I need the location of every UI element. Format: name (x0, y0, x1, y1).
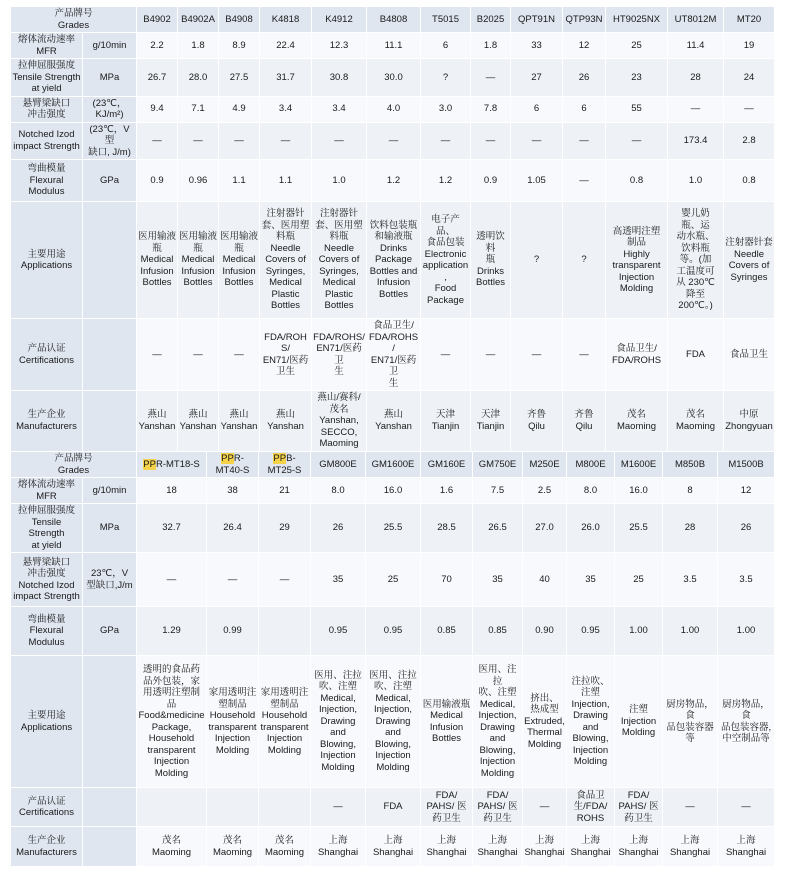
grade-name-text: M250E (529, 458, 560, 470)
property-value: 上海 Shanghai (421, 827, 473, 867)
property-value: 11.4 (668, 33, 724, 59)
property-value: 0.96 (178, 160, 219, 202)
property-value: — (471, 319, 511, 391)
property-value: 医用输液 瓶 Medical Infusion Bottles (178, 202, 219, 319)
property-label: 拉伸屈服强度 Tensile Strength at yield (11, 504, 83, 553)
property-value: 27.0 (523, 504, 567, 553)
property-row (11, 391, 775, 452)
property-value: ? (421, 59, 471, 97)
property-value: 食品卫 生/FDA/ ROHS (567, 788, 615, 827)
grade-name (663, 452, 718, 478)
property-value: — (137, 319, 178, 391)
grade-name-text: GM800E (319, 458, 357, 470)
header-row (11, 452, 775, 478)
property-value: 茂名 Maoming (606, 391, 668, 452)
grades-header-label: 产品牌号 Grades (11, 452, 137, 478)
property-label: 熔体流动速率 MFR (11, 33, 83, 59)
grade-name: B4808 (367, 7, 421, 33)
property-value: 12 (718, 478, 775, 504)
property-value: 上海 Shanghai (523, 827, 567, 867)
grade-name-text: GM1600E (371, 458, 415, 470)
grade-name: B4902 (137, 7, 178, 33)
property-value: 高透明注塑 制品 Highly transparent Injection Molding (606, 202, 668, 319)
property-value: 4.9 (219, 96, 260, 122)
property-unit: MPa (83, 504, 137, 553)
property-value: 18 (137, 478, 207, 504)
property-unit (83, 391, 137, 452)
property-row (11, 160, 775, 202)
property-value: 上海 Shanghai (718, 827, 775, 867)
property-row (11, 96, 775, 122)
property-value: 透明的食品药 品外包装，家 用透明注塑制 品 Food&medicine Package, Household transparent Injection Molding (137, 656, 207, 788)
property-value: 上海 Shanghai (311, 827, 366, 867)
grade-name (366, 452, 421, 478)
property-value: — (178, 319, 219, 391)
grade-name: K4818 (260, 7, 312, 33)
property-value: 1.00 (615, 607, 663, 656)
property-value: 1.8 (178, 33, 219, 59)
property-value: 33 (511, 33, 563, 59)
property-value: 12 (563, 33, 606, 59)
property-value: 3.5 (663, 553, 718, 607)
grade-name (421, 452, 473, 478)
grade-name (207, 452, 259, 478)
property-value (137, 788, 207, 827)
property-value: 7.1 (178, 96, 219, 122)
property-row (11, 504, 775, 553)
grade-name-text: R- MT40-S (215, 453, 250, 476)
property-label: 生产企业 Manufacturers (11, 391, 83, 452)
property-value: 25 (615, 553, 663, 607)
property-value: 7.5 (473, 478, 523, 504)
property-value: — (471, 59, 511, 97)
property-value: 28 (663, 504, 718, 553)
property-value: 2.5 (523, 478, 567, 504)
property-value: 3.4 (312, 96, 367, 122)
grade-name: B2025 (471, 7, 511, 33)
property-value: 茂名 Maoming (137, 827, 207, 867)
property-value: 1.0 (312, 160, 367, 202)
property-value: 齐鲁 Qilu (511, 391, 563, 452)
property-value: 透明饮料 瓶 Drinks Bottles (471, 202, 511, 319)
property-value: 1.2 (421, 160, 471, 202)
property-value: 27.5 (219, 59, 260, 97)
property-value: — (137, 553, 207, 607)
property-value: 4.0 (367, 96, 421, 122)
property-value: 食品卫生/ FDA/ROHS (606, 319, 668, 391)
property-value: 0.8 (724, 160, 775, 202)
property-value: — (471, 122, 511, 160)
property-value: 23 (606, 59, 668, 97)
grade-name: HT9025NX (606, 7, 668, 33)
property-value: 26.5 (473, 504, 523, 553)
property-unit (83, 827, 137, 867)
property-value: 8.0 (567, 478, 615, 504)
property-value: FDA/ROHS/ EN71/医药 卫生 (260, 319, 312, 391)
property-value: 11.1 (367, 33, 421, 59)
grade-name: UT8012M (668, 7, 724, 33)
property-value: 挤出、 热成型 Extruded, Thermal Molding (523, 656, 567, 788)
property-value: 26 (311, 504, 366, 553)
property-value: 1.00 (663, 607, 718, 656)
property-value: 婴儿奶 瓶、运 动水瓶、 饮料瓶 等。(加 工温度可 从 230℃ 降至 200℃。) (668, 202, 724, 319)
property-value: — (511, 319, 563, 391)
property-value: 燕山 Yanshan (367, 391, 421, 452)
property-label: 产品认证 Certifications (11, 319, 83, 391)
property-value: — (663, 788, 718, 827)
property-value: 0.85 (421, 607, 473, 656)
property-value: 电子产品、 食品包装 Electronic application, Food Package (421, 202, 471, 319)
property-value: 26.7 (137, 59, 178, 97)
property-value: ? (511, 202, 563, 319)
property-label: 产品认证 Certifications (11, 788, 83, 827)
property-value: 家用透明注 塑制品 Household transparent Injection Molding (207, 656, 259, 788)
property-value: 注塑 Injection Molding (615, 656, 663, 788)
property-label: 拉伸屈服强度 Tensile Strength at yield (12, 60, 81, 94)
highlighted-text: PP (221, 453, 234, 464)
property-value: 28.5 (421, 504, 473, 553)
property-value (259, 788, 311, 827)
property-value: 1.29 (137, 607, 207, 656)
property-value: — (668, 96, 724, 122)
property-unit (83, 319, 137, 391)
property-value: 25 (366, 553, 421, 607)
property-row (11, 319, 775, 391)
property-value: — (178, 122, 219, 160)
property-value: — (523, 788, 567, 827)
grade-name: QPT91N (511, 7, 563, 33)
property-label: 悬臂梁缺口 冲击强度 (11, 96, 83, 122)
property-value: 医用输液 瓶 Medical Infusion Bottles (219, 202, 260, 319)
property-row (11, 59, 775, 97)
property-row (11, 788, 775, 827)
grade-name (259, 452, 311, 478)
grade-name: K4912 (312, 7, 367, 33)
property-value: 7.8 (471, 96, 511, 122)
property-value: 26 (718, 504, 775, 553)
property-value: 燕山 Yanshan (137, 391, 178, 452)
property-value: — (718, 788, 775, 827)
property-value: 38 (207, 478, 259, 504)
property-value: 25 (606, 33, 668, 59)
property-value: 6 (511, 96, 563, 122)
property-value: 1.1 (219, 160, 260, 202)
property-value: FDA/ PAHS/ 医 药卫生 (421, 788, 473, 827)
property-value: 8 (663, 478, 718, 504)
property-unit: (23℃，V 型 缺口, J/m) (83, 122, 137, 160)
property-value: FDA/ROHS/ EN71/医药卫 生 (312, 319, 367, 391)
property-value: FDA/ PAHS/ 医 药卫生 (473, 788, 523, 827)
property-value: 0.8 (606, 160, 668, 202)
property-value: 厨房物品，食 品包装容器 等 (663, 656, 718, 788)
property-value: 齐鲁 Qilu (563, 391, 606, 452)
property-value: ? (563, 202, 606, 319)
property-value: 3.0 (421, 96, 471, 122)
property-value: — (259, 553, 311, 607)
property-value: — (606, 122, 668, 160)
property-value: 16.0 (366, 478, 421, 504)
grade-name: B4908 (219, 7, 260, 33)
property-value: 32.7 (137, 504, 207, 553)
property-value: 1.8 (471, 33, 511, 59)
property-value: 注射器针 套、医用塑 料瓶 Needle Covers of Syringes, Medical Plastic Bottles (312, 202, 367, 319)
grade-name (473, 452, 523, 478)
grade-name: MT20 (724, 7, 775, 33)
property-value: 0.95 (366, 607, 421, 656)
property-value: 40 (523, 553, 567, 607)
property-value: 上海 Shanghai (567, 827, 615, 867)
property-value: 30.8 (312, 59, 367, 97)
grade-name-text: GM750E (478, 458, 517, 470)
property-value: 1.05 (511, 160, 563, 202)
property-value: 8.9 (219, 33, 260, 59)
property-value: 173.4 (668, 122, 724, 160)
property-row (11, 478, 775, 504)
property-label: 弯曲模量 Flexural Modulus (11, 607, 83, 656)
property-value: 中原 Zhongyuan (724, 391, 775, 452)
property-value: 燕山/赛科/ 茂名 Yanshan, SECCO, Maoming (312, 391, 367, 452)
property-value: 21 (259, 478, 311, 504)
spec-table-2 (10, 451, 775, 867)
property-unit: g/10min (83, 478, 137, 504)
property-value: 29 (259, 504, 311, 553)
property-value: 12.3 (312, 33, 367, 59)
grade-name (137, 452, 207, 478)
property-value: 28.0 (178, 59, 219, 97)
grades-header-label: 产品牌号 Grades (11, 7, 137, 33)
property-value: 26 (563, 59, 606, 97)
property-value: 2.2 (137, 33, 178, 59)
property-value: 3.4 (260, 96, 312, 122)
property-label: 主要用途 Applications (11, 202, 83, 319)
grade-name-text: M800E (575, 458, 606, 470)
property-unit: g/10min (83, 33, 137, 59)
property-value: 医用、注拉 吹、注塑 Medical, Injection, Drawing and Blowing, Injection Molding (473, 656, 523, 788)
property-value: 天津 Tianjin (471, 391, 511, 452)
grade-name (311, 452, 366, 478)
property-value: — (421, 319, 471, 391)
property-value: — (219, 319, 260, 391)
highlighted-text: PP (143, 458, 156, 470)
property-value: 30.0 (367, 59, 421, 97)
property-value: 1.00 (718, 607, 775, 656)
property-value: 注射器针套 Needle Covers of Syringes (724, 202, 775, 319)
property-value: 注射器针 套、医用塑 料瓶 Needle Covers of Syringes, Medical Plastic Bottles (260, 202, 312, 319)
property-value: 医用输液瓶 Medical Infusion Bottles (421, 656, 473, 788)
property-value: 35 (567, 553, 615, 607)
property-label: 熔体流动速率 MFR (11, 478, 83, 504)
property-value: — (421, 122, 471, 160)
property-value: 25.5 (366, 504, 421, 553)
property-value: — (563, 122, 606, 160)
property-value: FDA (366, 788, 421, 827)
property-value: 28 (668, 59, 724, 97)
property-value: 医用输液 瓶 Medical Infusion Bottles (137, 202, 178, 319)
property-value: 医用、注拉 吹、注塑 Medical, Injection, Drawing and Blowing, Injection Molding (366, 656, 421, 788)
property-value: 0.95 (311, 607, 366, 656)
property-value (207, 788, 259, 827)
property-value: 上海 Shanghai (615, 827, 663, 867)
property-value: 27 (511, 59, 563, 97)
property-value: 上海 Shanghai (663, 827, 718, 867)
property-value: 燕山 Yanshan (219, 391, 260, 452)
property-unit (83, 202, 137, 319)
property-value: 医用、注拉 吹、注塑 Medical, Injection, Drawing and Blowing, Injection Molding (311, 656, 366, 788)
property-value: 19 (724, 33, 775, 59)
property-unit: MPa (83, 59, 137, 97)
header-row (11, 7, 775, 33)
property-value: 家用透明注 塑制品 Household transparent Injection Molding (259, 656, 311, 788)
property-row (11, 553, 775, 607)
property-value: — (219, 122, 260, 160)
property-value: — (207, 553, 259, 607)
property-value: — (311, 788, 366, 827)
property-value: 天津 Tianjin (421, 391, 471, 452)
property-value: 燕山 Yanshan (260, 391, 312, 452)
property-value: 3.5 (718, 553, 775, 607)
property-value: 24 (724, 59, 775, 97)
grade-name: T5015 (421, 7, 471, 33)
grade-name: QTP93N (563, 7, 606, 33)
property-label: 主要用途 Applications (11, 656, 83, 788)
property-value: 0.90 (523, 607, 567, 656)
property-value: 上海 Shanghai (473, 827, 523, 867)
property-row (11, 656, 775, 788)
property-value: 燕山 Yanshan (178, 391, 219, 452)
property-label: 弯曲模量 Flexural Modulus (11, 160, 83, 202)
property-unit: GPa (83, 160, 137, 202)
property-value: — (137, 122, 178, 160)
property-value: 6 (563, 96, 606, 122)
grade-name-text: M1500B (728, 458, 764, 470)
property-value: 35 (311, 553, 366, 607)
grade-name: B4902A (178, 7, 219, 33)
grade-name (718, 452, 775, 478)
property-value: 食品卫生/ FDA/ROHS/ EN71/医药卫 生 (367, 319, 421, 391)
property-value: 1.0 (668, 160, 724, 202)
property-unit: 23℃，V 型缺口,J/m (83, 553, 137, 607)
property-value: 31.7 (260, 59, 312, 97)
property-value: 茂名 Maoming (207, 827, 259, 867)
property-label: 悬臂梁缺口 冲击强度 Notched Izod impact Strength (11, 553, 83, 607)
property-label: 生产企业 Manufacturers (11, 827, 83, 867)
property-value: 茂名 Maoming (259, 827, 311, 867)
property-value: — (563, 319, 606, 391)
property-value: — (724, 96, 775, 122)
property-unit: (23℃， KJ/m²) (83, 96, 137, 122)
property-row (11, 122, 775, 160)
property-value: 0.9 (471, 160, 511, 202)
property-value: — (367, 122, 421, 160)
grade-name-text: R-MT18-S (155, 458, 200, 470)
property-unit: GPa (83, 607, 137, 656)
property-value: 9.4 (137, 96, 178, 122)
property-value: FDA (668, 319, 724, 391)
property-value: — (511, 122, 563, 160)
property-row (11, 827, 775, 867)
property-value: — (260, 122, 312, 160)
grade-name (615, 452, 663, 478)
property-value: 厨房物品，食 品包装容器, 中空制品等 (718, 656, 775, 788)
property-value: FDA/ PAHS/ 医 药卫生 (615, 788, 663, 827)
property-row (11, 33, 775, 59)
property-value: 2.8 (724, 122, 775, 160)
property-value: 70 (421, 553, 473, 607)
highlighted-text: PP (273, 453, 287, 464)
grade-name (567, 452, 615, 478)
grade-name-text: M850B (674, 458, 706, 470)
grade-name-text: B- MT25-S (267, 453, 302, 476)
property-value: 食品卫生 (724, 319, 775, 391)
property-value: 1.6 (421, 478, 473, 504)
grade-name-text: GM160E (427, 458, 466, 470)
property-row (11, 607, 775, 656)
property-value: 0.9 (137, 160, 178, 202)
property-value: 26.0 (567, 504, 615, 553)
property-value: 茂名 Maoming (668, 391, 724, 452)
property-value: 1.2 (367, 160, 421, 202)
grade-name (523, 452, 567, 478)
property-value: 26.4 (207, 504, 259, 553)
property-row (11, 202, 775, 319)
grade-name-text: M1600E (620, 458, 657, 470)
spec-table-1 (10, 6, 775, 452)
property-value: 饮料包装瓶 和输液瓶 Drinks Package Bottles and Infusion Bottles (367, 202, 421, 319)
property-unit (83, 788, 137, 827)
property-label: Notched Izod impact Strength (11, 122, 83, 160)
property-value: 注拉吹、 注塑 Injection, Drawing and Blowing, Injection Molding (567, 656, 615, 788)
property-value: 25.5 (615, 504, 663, 553)
property-value: 22.4 (260, 33, 312, 59)
property-value (259, 607, 311, 656)
property-value: 0.99 (207, 607, 259, 656)
property-value: 8.0 (311, 478, 366, 504)
property-value: 上海 Shanghai (366, 827, 421, 867)
property-value: 6 (421, 33, 471, 59)
property-value: 0.85 (473, 607, 523, 656)
property-value: 0.95 (567, 607, 615, 656)
property-value: 1.1 (260, 160, 312, 202)
property-unit (83, 656, 137, 788)
property-value: — (563, 160, 606, 202)
property-value: 16.0 (615, 478, 663, 504)
property-value: 35 (473, 553, 523, 607)
property-value: — (312, 122, 367, 160)
property-value: 55 (606, 96, 668, 122)
